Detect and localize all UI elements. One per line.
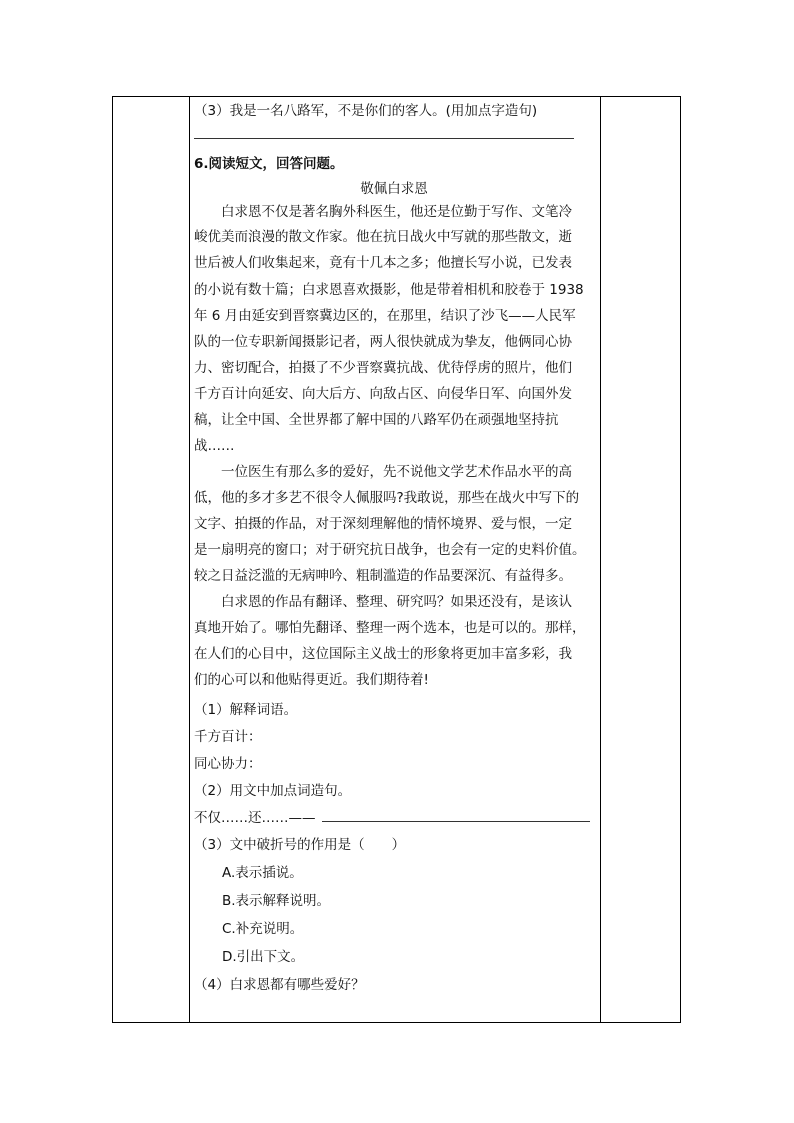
passage-line: 低，他的多才多艺不很令人佩服吗?我敢说，那些在战火中写下的 <box>194 490 580 506</box>
question-4: （4）白求恩都有哪些爱好？ <box>194 977 365 993</box>
q3-sentence-prompt: （3）我是一名八路军，不是你们的客人。(用加点字造句) <box>194 103 538 119</box>
option-a[interactable]: A.表示插说。 <box>222 865 303 881</box>
option-b[interactable]: B.表示解释说明。 <box>222 893 331 909</box>
answer-line[interactable] <box>322 821 590 822</box>
question-1: （1）解释词语。 <box>194 702 298 718</box>
passage-line: 较之日益泛滥的无病呻吟、粗制滥造的作品要深沉、有益得多。 <box>194 568 572 584</box>
passage-line: 是一扇明亮的窗口；对于研究抗日战争，也会有一定的史料价值。 <box>194 542 586 558</box>
q1-term-a: 千方百计： <box>194 729 262 745</box>
passage-line: 真地开始了。哪怕先翻译、整理一两个选本，也是可以的。那样， <box>194 620 586 636</box>
q1-term-b: 同心协力： <box>194 756 262 772</box>
section6-title: 6.阅读短文，回答问题。 <box>194 156 344 172</box>
option-d[interactable]: D.引出下文。 <box>222 949 305 965</box>
passage-line: 千方百计向延安、向大后方、向敌占区、向侵华日军、向国外发 <box>194 386 572 402</box>
passage-line: 的小说有数十篇；白求恩喜欢摄影，他是带着相机和胶卷于 1938 <box>194 282 584 298</box>
passage-line: 一位医生有那么多的爱好，先不说他文学艺术作品水平的高 <box>221 464 572 480</box>
passage-line: 们的心可以和他贴得更近。我们期待着! <box>194 672 429 688</box>
passage-line: 白求恩的作品有翻译、整理、研究吗？如果还没有，是该认 <box>221 594 572 610</box>
passage-line: 稿，让全中国、全世界都了解中国的八路军仍在顽强地坚持抗 <box>194 412 559 428</box>
answer-line[interactable] <box>194 138 574 139</box>
passage-line: 战…… <box>194 438 235 454</box>
passage-line: 文字、拍摄的作品，对于深刻理解他的情怀境界、爱与恨，一定 <box>194 516 572 532</box>
passage-line: 力、密切配合，拍摄了不少晋察冀抗战、优待俘虏的照片，他们 <box>194 360 572 376</box>
option-c[interactable]: C.补充说明。 <box>222 921 304 937</box>
q2-fill-prompt: 不仅……还……—— <box>194 810 316 826</box>
passage-line: 白求恩不仅是著名胸外科医生，他还是位勤于写作、文笔冷 <box>221 204 572 220</box>
table-divider-left <box>189 97 190 1022</box>
passage-line: 峻优美而浪漫的散文作家。他在抗日战火中写就的那些散文，逝 <box>194 229 572 245</box>
question-2: （2）用文中加点词造句。 <box>194 783 352 799</box>
passage-line: 在人们的心目中，这位国际主义战士的形象将更加丰富多彩，我 <box>194 646 572 662</box>
passage-line: 队的一位专职新闻摄影记者，两人很快就成为挚友，他俩同心协 <box>194 334 572 350</box>
passage-title: 敬佩白求恩 <box>360 181 428 197</box>
passage-line: 年 6 月由延安到晋察冀边区的，在那里，结识了沙飞——人民军 <box>194 308 576 324</box>
passage-line: 世后被人们收集起来，竟有十几本之多；他擅长写小说，已发表 <box>194 255 572 271</box>
table-divider-right <box>600 97 601 1022</box>
question-3: （3）文中破折号的作用是（ ） <box>194 837 406 853</box>
